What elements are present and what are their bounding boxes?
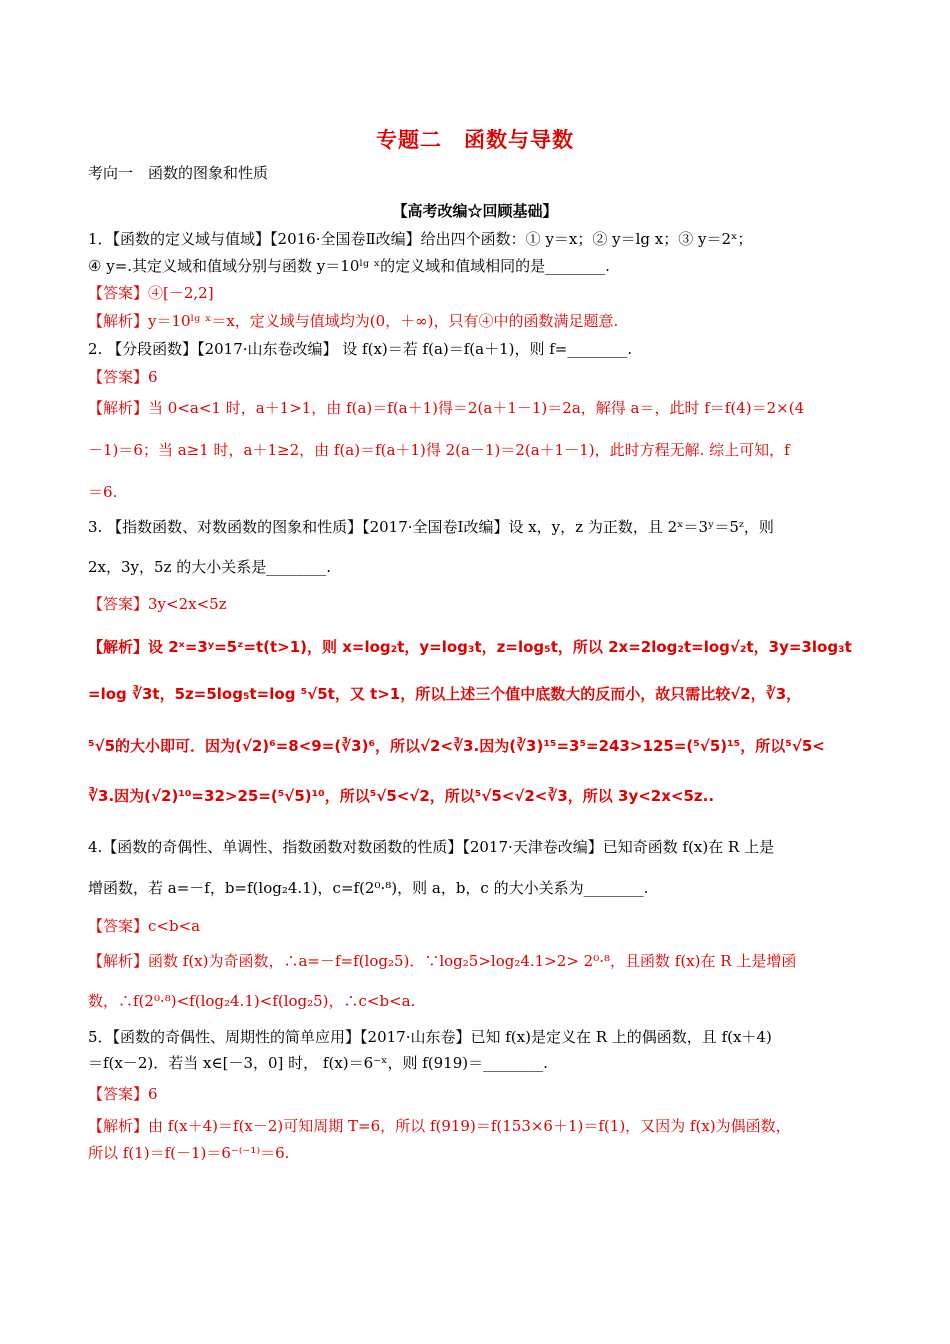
q5-text-line-1: 5．【函数的奇偶性、周期性的简单应用】【2017·山东卷】已知 f(x)是定义在 R 上的偶函数，且 f(x＋4) bbox=[88, 1028, 772, 1046]
q4-analysis-line-1: 【解析】函数 f(x)为奇函数，∴a=－f=f(log₂5)．∵log₂5>log₂4.1>2> 2⁰·⁸，且函数 f(x)在 R 上是增函 bbox=[88, 952, 797, 970]
q4-text-line-1: 4.【函数的奇偶性、单调性、指数函数对数函数的性质】【2017·天津卷改编】已知奇函数 f(x)在 R 上是 bbox=[88, 838, 775, 856]
q2-analysis-line-2: －1)＝6；当 a≥1 时，a＋1≥2，由 f(a)＝f(a＋1)得 2(a－1)＝2(a＋1－1)，此时方程无解. 综上可知，f bbox=[88, 441, 790, 459]
q1-text-line-2: ④ y=.其定义域和值域分别与函数 y＝10ˡᵍ ˣ的定义域和值域相同的是________. bbox=[88, 257, 610, 275]
q4-answer: 【答案】c<b<a bbox=[88, 917, 201, 935]
q1-answer: 【答案】④[－2,2] bbox=[88, 284, 214, 302]
q5-text-line-2: ＝f(x－2)．若当 x∈[－3，0] 时， f(x)＝6⁻ˣ，则 f(919)＝________. bbox=[88, 1054, 548, 1072]
q2-text-line-1: 2. 【分段函数】【2017·山东卷改编】 设 f(x)＝若 f(a)＝f(a＋1)，则 f=________. bbox=[88, 340, 633, 358]
section-heading: 【高考改编☆回顾基础】 bbox=[392, 202, 558, 220]
q5-analysis-line-2: 所以 f(1)＝f(－1)＝6⁻⁽⁻¹⁾＝6. bbox=[88, 1144, 290, 1162]
q2-answer: 【答案】6 bbox=[88, 368, 158, 386]
direction-heading: 考向一 函数的图象和性质 bbox=[88, 164, 269, 182]
q2-analysis-line-1: 【解析】当 0<a<1 时，a＋1>1，由 f(a)＝f(a＋1)得＝2(a＋1－1)＝2a，解得 a＝，此时 f＝f(4)＝2×(4 bbox=[88, 399, 805, 417]
q3-answer: 【答案】3y<2x<5z bbox=[88, 595, 227, 613]
q1-text-line-1: 1．【函数的定义域与值域】【2016·全国卷Ⅱ改编】给出四个函数：① y＝x；② y＝lg x；③ y＝2ˣ； bbox=[88, 230, 753, 248]
q4-analysis-line-2: 数，∴f(2⁰·⁸)<f(log₂4.1)<f(log₂5)，∴c<b<a. bbox=[88, 992, 416, 1010]
q3-text-line-1: 3. 【指数函数、对数函数的图象和性质】【2017·全国卷Ⅰ改编】设 x，y，z 为正数，且 2ˣ＝3ʸ＝5ᶻ，则 bbox=[88, 518, 774, 536]
q2-analysis-line-3: ＝6. bbox=[88, 483, 118, 501]
q5-answer: 【答案】6 bbox=[88, 1085, 158, 1103]
q3-analysis-line-2: =log ∛3t，5z=5log₅t=log ⁵√5t，又 t>1，所以上述三个值中底数大的反而小，故只需比较√2，∛3， bbox=[88, 685, 802, 703]
q3-analysis-line-4: ∛3.因为(√2)¹⁰=32>25=(⁵√5)¹⁰，所以⁵√5<√2，所以⁵√5<√2<∛3，所以 3y<2x<5z.. bbox=[88, 787, 715, 805]
page-title: 专题二 函数与导数 bbox=[376, 127, 574, 152]
q4-text-line-2: 增函数，若 a=－f，b=f(log₂4.1)，c=f(2⁰·⁸)，则 a，b，c 的大小关系为________. bbox=[88, 879, 649, 897]
q3-analysis-line-1: 【解析】设 2ˣ=3ʸ=5ᶻ=t(t>1)，则 x=log₂t，y=log₃t，z=log₅t，所以 2x=2log₂t=log√₂t，3y=3log₃t bbox=[88, 638, 852, 656]
q1-analysis: 【解析】y＝10ˡᵍ ˣ＝x，定义域与值域均为(0，＋∞)，只有④中的函数满足题意. bbox=[88, 312, 619, 330]
q5-analysis-line-1: 【解析】由 f(x＋4)＝f(x－2)可知周期 T=6，所以 f(919)＝f(153×6＋1)＝f(1)，又因为 f(x)为偶函数， bbox=[88, 1117, 791, 1135]
q3-analysis-line-3: ⁵√5的大小即可．因为(√2)⁶=8<9=(∛3)⁶，所以√2<∛3.因为(∛3)¹⁵=3⁵=243>125=(⁵√5)¹⁵，所以⁵√5< bbox=[88, 737, 825, 755]
q3-text-line-2: 2x，3y，5z 的大小关系是________. bbox=[88, 558, 332, 576]
